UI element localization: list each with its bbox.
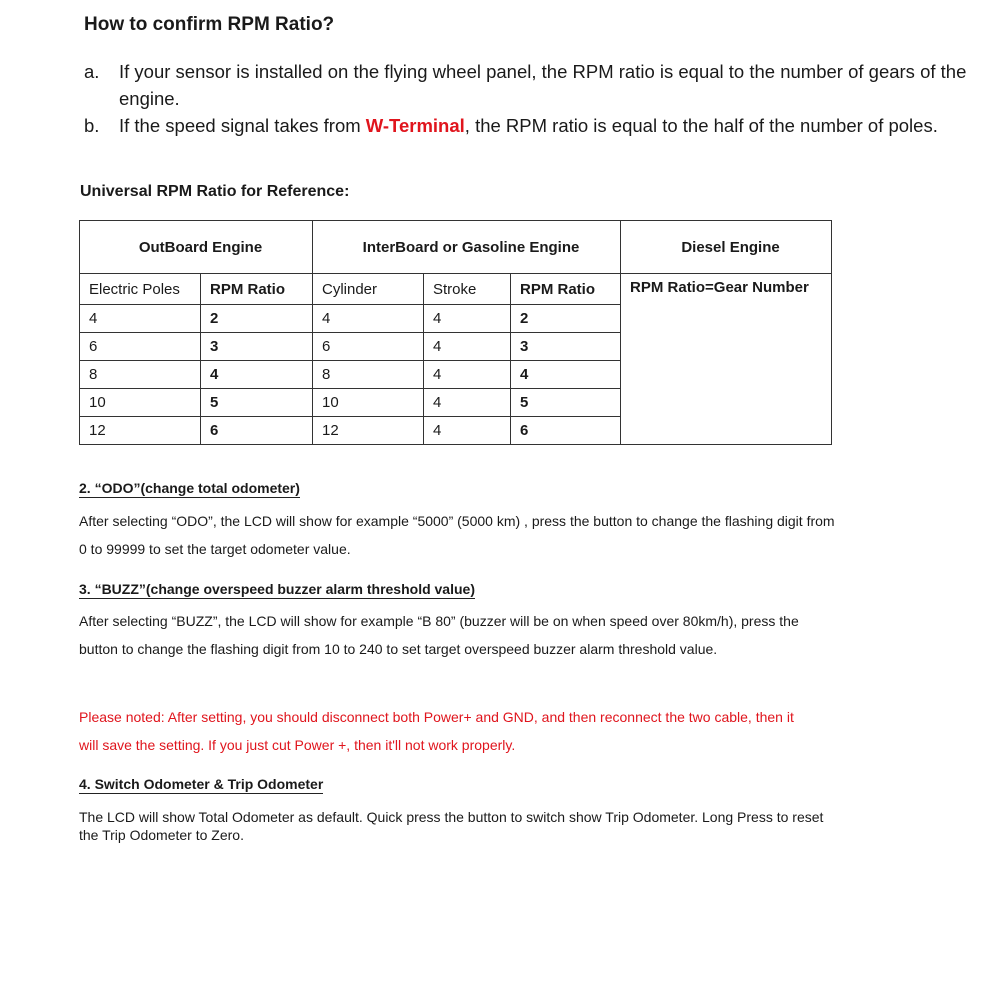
cell: 8: [313, 361, 424, 389]
list-marker: a.: [84, 61, 100, 82]
cell: 10: [80, 389, 201, 417]
col-cylinder: Cylinder: [313, 274, 424, 305]
diesel-note: RPM Ratio=Gear Number: [621, 274, 832, 445]
group-interboard: InterBoard or Gasoline Engine: [313, 221, 621, 274]
cell: 6: [313, 333, 424, 361]
odo-body: After selecting “ODO”, the LCD will show for example “5000” (5000 km) , press the button to change the flashing digit from 0 to 99999 to set the target odometer value.: [79, 513, 835, 557]
switch-heading: 4. Switch Odometer & Trip Odometer: [79, 776, 324, 792]
group-outboard: OutBoard Engine: [80, 221, 313, 274]
cell: 5: [511, 389, 621, 417]
list-item-b: [84, 112, 984, 166]
cell: 3: [511, 333, 621, 361]
cell: 4: [201, 361, 313, 389]
cell: 4: [424, 361, 511, 389]
switch-body: The LCD will show Total Odometer as default. Quick press the button to switch show Trip Odometer. Long Press to reset the Trip Odometer to Zero.: [79, 809, 824, 843]
list-marker: b.: [84, 115, 100, 136]
buzz-body: After selecting “BUZZ”, the LCD will show for example “B 80” (buzzer will be on when speed over 80km/h), press the button to change the flashing digit from 10 to 240 to set target overspeed buzzer alarm threshold value.: [79, 613, 799, 657]
list-item-a: [84, 58, 984, 112]
cell: 4: [424, 389, 511, 417]
col-rpm-ratio-interboard: RPM Ratio: [511, 274, 621, 305]
page-title: How to confirm RPM Ratio?: [84, 14, 335, 35]
col-electric-poles: Electric Poles: [80, 274, 201, 305]
cell: 4: [424, 417, 511, 445]
cell: 10: [313, 389, 424, 417]
cell: 4: [424, 305, 511, 333]
buzz-heading: 3. “BUZZ”(change overspeed buzzer alarm threshold value): [79, 581, 475, 597]
w-terminal-highlight: W-Terminal: [365, 115, 465, 136]
cell: 8: [80, 361, 201, 389]
group-diesel: Diesel Engine: [621, 221, 832, 274]
col-rpm-ratio-outboard: RPM Ratio: [201, 274, 313, 305]
table-title: Universal RPM Ratio for Reference:: [80, 183, 350, 200]
odo-section: [79, 480, 300, 498]
cell: 6: [201, 417, 313, 445]
cell: 5: [201, 389, 313, 417]
switch-section: [79, 776, 323, 794]
cell: 2: [511, 305, 621, 333]
cell: 6: [80, 333, 201, 361]
list-text: If your sensor is installed on the flying wheel panel, the RPM ratio is equal to the number of gears of the engine.: [119, 61, 967, 109]
cell: 12: [313, 417, 424, 445]
odo-heading: 2. “ODO”(change total odometer): [79, 480, 300, 496]
setting-note: Please noted: After setting, you should disconnect both Power+ and GND, and then reconnect the two cable, then it will save the setting. If you just cut Power +, then it'll not work properly.: [79, 709, 794, 753]
list-text: [84, 112, 944, 139]
cell: 6: [511, 417, 621, 445]
list-text-after: , the RPM ratio is equal to the half of the number of poles.: [464, 115, 938, 136]
cell: 12: [80, 417, 201, 445]
cell: 3: [201, 333, 313, 361]
cell: 4: [511, 361, 621, 389]
list-text-before: If the speed signal takes from: [119, 115, 366, 136]
cell: 4: [313, 305, 424, 333]
cell: 4: [80, 305, 201, 333]
rpm-ratio-table: [79, 220, 832, 445]
cell: 4: [424, 333, 511, 361]
cell: 2: [201, 305, 313, 333]
col-stroke: Stroke: [424, 274, 511, 305]
buzz-section: [79, 581, 475, 599]
